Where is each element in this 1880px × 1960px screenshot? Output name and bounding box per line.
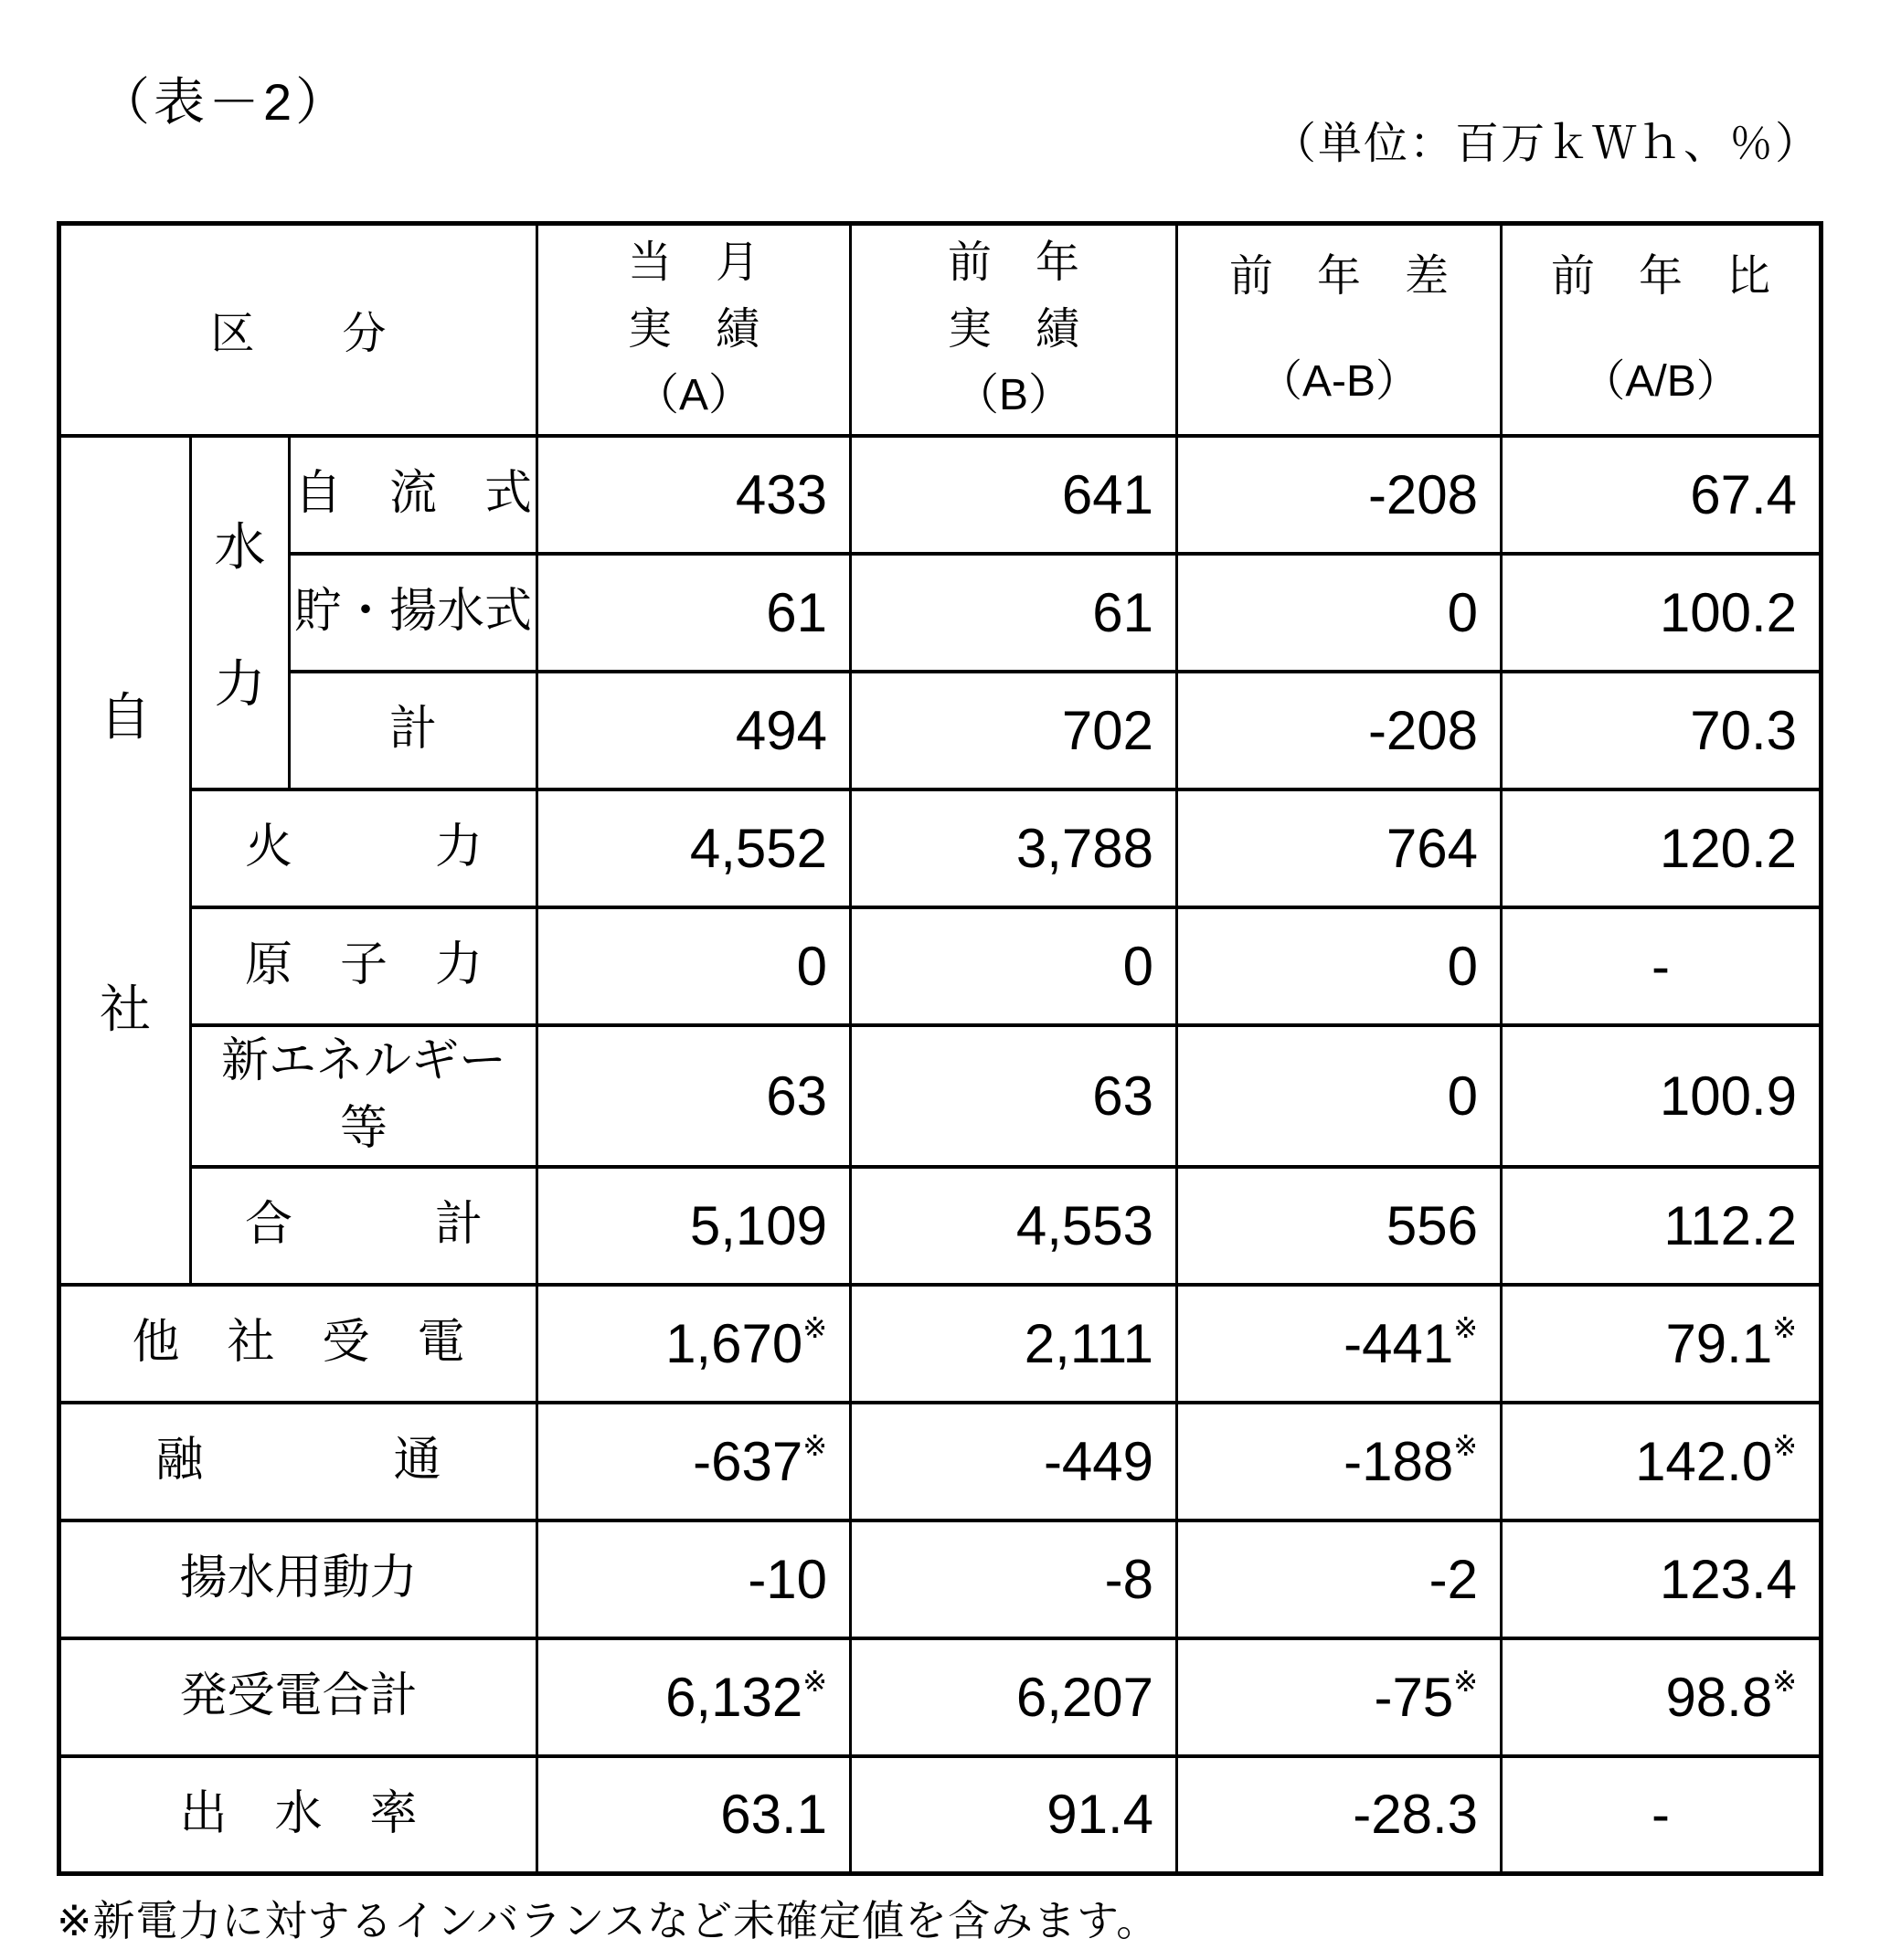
cell-category: 火 力 (191, 789, 537, 907)
cell-previous-year: 641 (851, 436, 1177, 554)
hydro-char2: 力 (214, 654, 266, 713)
cell-category: 揚水用動力 (59, 1520, 537, 1638)
table-row (59, 907, 1822, 1025)
cell-current-month: 433 (537, 436, 851, 554)
cell-previous-year: 702 (851, 672, 1177, 789)
header-yoy-difference (1177, 224, 1502, 436)
cell-current-month: 61 (537, 554, 851, 672)
cell-previous-year: 61 (851, 554, 1177, 672)
asterisk-mark: ※ (1772, 1310, 1798, 1344)
asterisk-mark: ※ (802, 1664, 828, 1698)
header-previous-year-line2: 実 績 (948, 304, 1080, 354)
header-previous-year (851, 224, 1177, 436)
cell-yoy-difference: 0 (1177, 1025, 1502, 1167)
header-previous-year-line3: （B） (955, 370, 1073, 419)
cell-category: 貯・揚水式 (290, 554, 537, 672)
cell-previous-year: 6,207 (851, 1638, 1177, 1756)
power-generation-table (57, 221, 1823, 1876)
asterisk-mark: ※ (802, 1310, 828, 1344)
own-company-char2: 社 (100, 980, 151, 1038)
header-current-month-line1: 当 月 (628, 238, 760, 288)
header-current-month (537, 224, 851, 436)
cell-yoy-ratio: 112.2 (1502, 1167, 1822, 1285)
cell-yoy-difference: -28.3 (1177, 1756, 1502, 1874)
cell-previous-year: 4,553 (851, 1167, 1177, 1285)
header-yoy-difference-line1: 前 年 差 (1229, 252, 1450, 302)
asterisk-mark: ※ (1772, 1664, 1798, 1698)
table-row (59, 1167, 1822, 1285)
cell-yoy-ratio: 98.8※ (1502, 1638, 1822, 1756)
cell-category (191, 1025, 537, 1167)
cell-yoy-ratio: 100.2 (1502, 554, 1822, 672)
header-category (59, 224, 537, 436)
header-current-month-line3: （A） (635, 370, 753, 419)
cell-category: 出 水 率 (59, 1756, 537, 1874)
cell-current-month: 0 (537, 907, 851, 1025)
cell-previous-year: 0 (851, 907, 1177, 1025)
page-title: （表－2） (99, 73, 351, 131)
cell-yoy-difference: -75※ (1177, 1638, 1502, 1756)
table-row (59, 1025, 1822, 1167)
table-row (59, 789, 1822, 907)
header-yoy-ratio-line1: 前 年 比 (1551, 252, 1771, 302)
cell-category: 原 子 力 (191, 907, 537, 1025)
cell-yoy-ratio: - (1502, 907, 1822, 1025)
cell-yoy-difference: -188※ (1177, 1403, 1502, 1520)
header-yoy-ratio (1502, 224, 1822, 436)
cell-current-month: 4,552 (537, 789, 851, 907)
header-yoy-difference-line2: （A-B） (1259, 356, 1420, 406)
cell-yoy-ratio: 70.3 (1502, 672, 1822, 789)
cell-yoy-difference: -208 (1177, 436, 1502, 554)
group-label-own-company (59, 436, 191, 1285)
table-row (59, 1285, 1822, 1403)
cell-category: 自 流 式 (290, 436, 537, 554)
cell-current-month: 6,132※ (537, 1638, 851, 1756)
cell-previous-year: 3,788 (851, 789, 1177, 907)
own-company-char1: 自 (100, 688, 151, 746)
cell-yoy-difference: -441※ (1177, 1285, 1502, 1403)
cell-yoy-ratio: 100.9 (1502, 1025, 1822, 1167)
hydro-char1: 水 (214, 518, 266, 577)
cell-current-month: 63.1 (537, 1756, 851, 1874)
cell-current-month: 5,109 (537, 1167, 851, 1285)
cell-category: 計 (290, 672, 537, 789)
cell-current-month: 1,670※ (537, 1285, 851, 1403)
cell-yoy-ratio: 67.4 (1502, 436, 1822, 554)
unit-note: （単位：百万ｋＷｈ、％） (1271, 120, 1821, 168)
header-previous-year-line1: 前 年 (948, 238, 1080, 288)
asterisk-mark: ※ (802, 1428, 828, 1462)
header-row (59, 224, 1822, 436)
cell-yoy-difference: -2 (1177, 1520, 1502, 1638)
cell-current-month: 494 (537, 672, 851, 789)
cell-category-line1: 新エネルギー (221, 1034, 507, 1088)
asterisk-mark: ※ (1772, 1428, 1798, 1462)
cell-previous-year: 91.4 (851, 1756, 1177, 1874)
cell-current-month: -637※ (537, 1403, 851, 1520)
cell-previous-year: 2,111 (851, 1285, 1177, 1403)
cell-category-line2: 等 (340, 1102, 388, 1155)
cell-yoy-difference: -208 (1177, 672, 1502, 789)
cell-yoy-difference: 0 (1177, 554, 1502, 672)
cell-previous-year: 63 (851, 1025, 1177, 1167)
cell-category: 発受電合計 (59, 1638, 537, 1756)
group-label-hydro (191, 436, 290, 789)
asterisk-mark: ※ (1453, 1664, 1479, 1698)
cell-yoy-ratio: 123.4 (1502, 1520, 1822, 1638)
footnote-text: ※新電力に対するインバランスなど未確定値を含みます。 (57, 1897, 1160, 1944)
table-row (59, 1520, 1822, 1638)
table-row (59, 1638, 1822, 1756)
cell-category: 合 計 (191, 1167, 537, 1285)
cell-current-month: 63 (537, 1025, 851, 1167)
table-row (59, 1403, 1822, 1520)
header-current-month-line2: 実 績 (628, 304, 760, 354)
cell-yoy-ratio: 79.1※ (1502, 1285, 1822, 1403)
cell-yoy-difference: 764 (1177, 789, 1502, 907)
cell-category: 他 社 受 電 (59, 1285, 537, 1403)
table-row (59, 672, 1822, 789)
header-category-label: 区 分 (210, 310, 387, 359)
table-row (59, 1756, 1822, 1874)
asterisk-mark: ※ (1453, 1428, 1479, 1462)
cell-yoy-difference: 0 (1177, 907, 1502, 1025)
cell-category: 融 通 (59, 1403, 537, 1520)
cell-previous-year: -449 (851, 1403, 1177, 1520)
header-yoy-ratio-line2: （A/B） (1581, 356, 1740, 406)
cell-previous-year: -8 (851, 1520, 1177, 1638)
cell-yoy-ratio: 120.2 (1502, 789, 1822, 907)
cell-current-month: -10 (537, 1520, 851, 1638)
table-row (59, 554, 1822, 672)
cell-yoy-difference: 556 (1177, 1167, 1502, 1285)
cell-yoy-ratio: 142.0※ (1502, 1403, 1822, 1520)
asterisk-mark: ※ (1453, 1310, 1479, 1344)
table-row (59, 436, 1822, 554)
cell-yoy-ratio: - (1502, 1756, 1822, 1874)
